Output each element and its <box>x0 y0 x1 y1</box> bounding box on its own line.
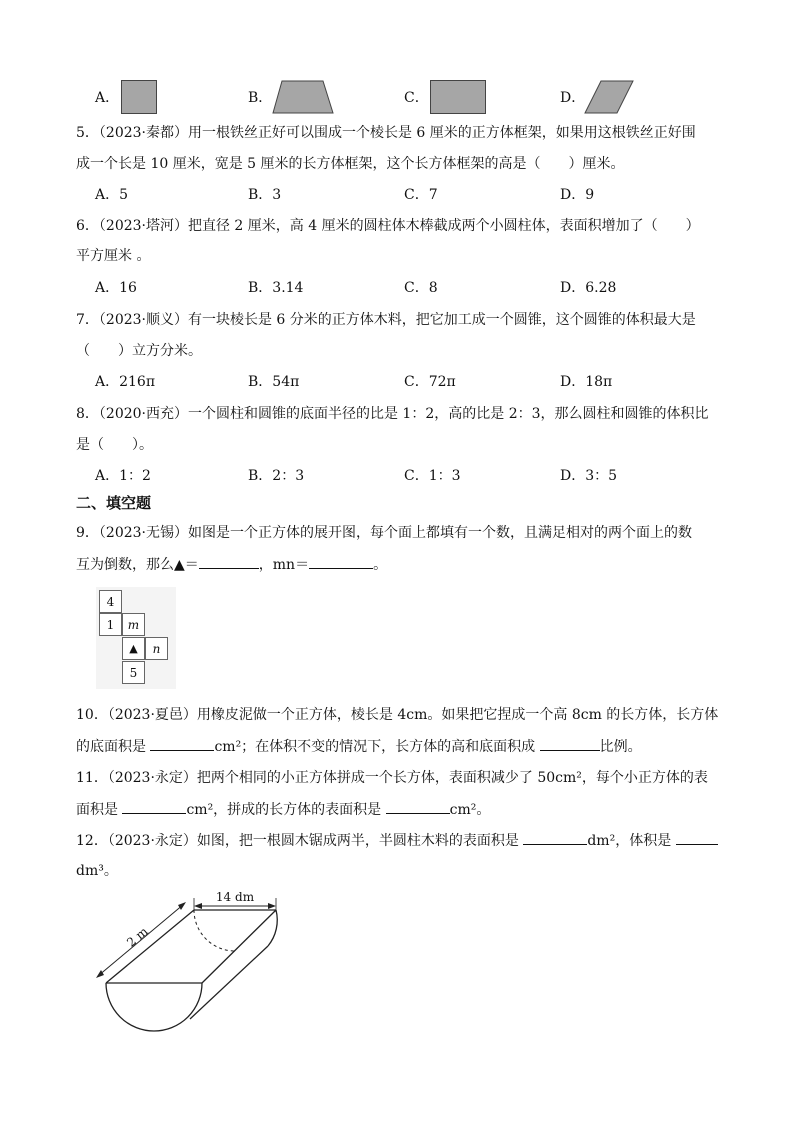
q9-line2 <box>76 554 726 575</box>
q5-option-b: B．3 <box>248 187 282 203</box>
q6-option-c: C．8 <box>404 280 438 296</box>
q11-line2-part-c: cm²。 <box>449 802 491 818</box>
q11-blank-small-cube-area[interactable] <box>122 799 186 814</box>
q10-blank-base-area[interactable] <box>150 736 214 751</box>
net-cell-n: n <box>145 637 168 660</box>
q12-line1 <box>76 830 736 851</box>
back-semicircle-hidden <box>194 910 235 951</box>
q9-line1: 9．（2023·无锡）如图是一个正方体的展开图，每个面上都填有一个数，且满足相对的两个面上的数 <box>76 525 692 541</box>
half-cylinder-figure <box>90 888 290 1058</box>
q10-blank-proportion[interactable] <box>540 736 600 751</box>
q10-line2-part-a: 的底面积是 <box>76 739 151 755</box>
front-semicircle <box>106 983 202 1031</box>
q4-option-b-letter: B． <box>248 90 273 106</box>
q7-line2: （ ）立方分米。 <box>76 343 202 359</box>
net-cell-top: 4 <box>99 590 122 613</box>
q7-option-b: B．54π <box>248 374 300 390</box>
q8-option-d: D．3：5 <box>560 468 618 484</box>
square-shape-icon <box>121 80 157 114</box>
q11-line2-part-b: cm²，拼成的长方体的表面积是 <box>186 802 386 818</box>
length-label: 2 m <box>124 924 151 950</box>
q10-line1: 10．（2023·夏邑）用橡皮泥做一个正方体，棱长是 4cm。如果把它捏成一个高 8cm 的长方体，长方体 <box>76 707 719 723</box>
trapezoid-shape-icon <box>272 80 334 114</box>
q10-line2 <box>76 736 726 757</box>
net-cell-m: m <box>122 613 145 636</box>
q6-line2: 平方厘米 。 <box>76 248 151 264</box>
q8-option-a: A．1：2 <box>95 468 151 484</box>
q6-option-b: B．3.14 <box>248 280 304 296</box>
back-semicircle-visible <box>268 910 277 946</box>
q8-line2: 是（ ）。 <box>76 437 153 453</box>
q4-option-c-letter: C． <box>404 90 429 106</box>
rectangle-shape-icon <box>430 80 486 114</box>
q6-option-a: A．16 <box>95 280 137 296</box>
q5-option-c: C．7 <box>404 187 438 203</box>
q4-option-d-letter: D． <box>560 90 586 106</box>
section-heading: 二、填空题 <box>76 494 152 512</box>
q5-line2: 成一个长是 10 厘米，宽是 5 厘米的长方体框架，这个长方体框架的高是（ ）厘米。 <box>76 156 625 172</box>
q12-line1-part-b: dm²，体积是 <box>587 833 676 849</box>
right-long-edge <box>202 910 276 983</box>
q12-line1-part-a: 12．（2023·永定）如图，把一根圆木锯成两半，半圆柱木料的表面积是 <box>76 833 524 849</box>
q11-line1: 11．（2023·永定）把两个相同的小正方体拼成一个长方体，表面积减少了 50cm²，每个小正方体的表 <box>76 770 708 786</box>
q12-line2: dm³。 <box>76 863 118 879</box>
q9-line2-part-a: 互为倒数，那么▲＝ <box>76 557 199 573</box>
left-long-edge <box>106 910 194 983</box>
q11-line2-part-a: 面积是 <box>76 802 123 818</box>
q10-line2-part-b: cm²；在体积不变的情况下，长方体的高和底面积成 <box>214 739 540 755</box>
q9-blank-mn[interactable] <box>309 554 373 569</box>
net-cell-bottom: 5 <box>122 661 145 684</box>
q6-option-d: D．6.28 <box>560 280 617 296</box>
q9-line2-part-c: 。 <box>373 557 388 573</box>
q9-blank-triangle[interactable] <box>199 554 259 569</box>
q4-option-a-letter: A． <box>95 90 120 106</box>
q8-line1: 8．（2020·西充）一个圆柱和圆锥的底面半径的比是 1：2，高的比是 2：3，那么圆柱和圆锥的体积比 <box>76 406 709 422</box>
net-cell-left: 1 <box>99 613 122 636</box>
q8-option-b: B．2：3 <box>248 468 305 484</box>
q9-line2-part-b: ，mn＝ <box>258 557 310 573</box>
q7-line1: 7．（2023·顺义）有一块棱长是 6 分米的正方体木料，把它加工成一个圆锥，这个圆锥的体积最大是 <box>76 312 696 328</box>
q12-blank-volume[interactable] <box>676 830 718 845</box>
q7-option-a: A．216π <box>95 374 156 390</box>
q8-option-c: C．1：3 <box>404 468 461 484</box>
q12-blank-surface-area[interactable] <box>523 830 587 845</box>
parallelogram-shape-icon <box>584 80 634 114</box>
q5-option-a: A．5 <box>95 187 129 203</box>
cube-net-figure <box>96 587 176 689</box>
q7-option-c: C．72π <box>404 374 456 390</box>
q7-option-d: D．18π <box>560 374 613 390</box>
q6-line1: 6．（2023·塔河）把直径 2 厘米，高 4 厘米的圆柱体木棒截成两个小圆柱体，表面积增加了（ ） <box>76 218 700 234</box>
width-label: 14 dm <box>215 890 255 904</box>
q11-line2 <box>76 799 726 820</box>
q10-line2-part-c: 比例。 <box>599 739 642 755</box>
net-cell-triangle: ▲ <box>122 637 145 660</box>
q11-blank-cuboid-area[interactable] <box>386 799 450 814</box>
q5-option-d: D．9 <box>560 187 595 203</box>
q5-line1: 5．（2023·秦都）用一根铁丝正好可以围成一个棱长是 6 厘米的正方体框架，如果用这根铁丝正好围 <box>76 125 696 141</box>
